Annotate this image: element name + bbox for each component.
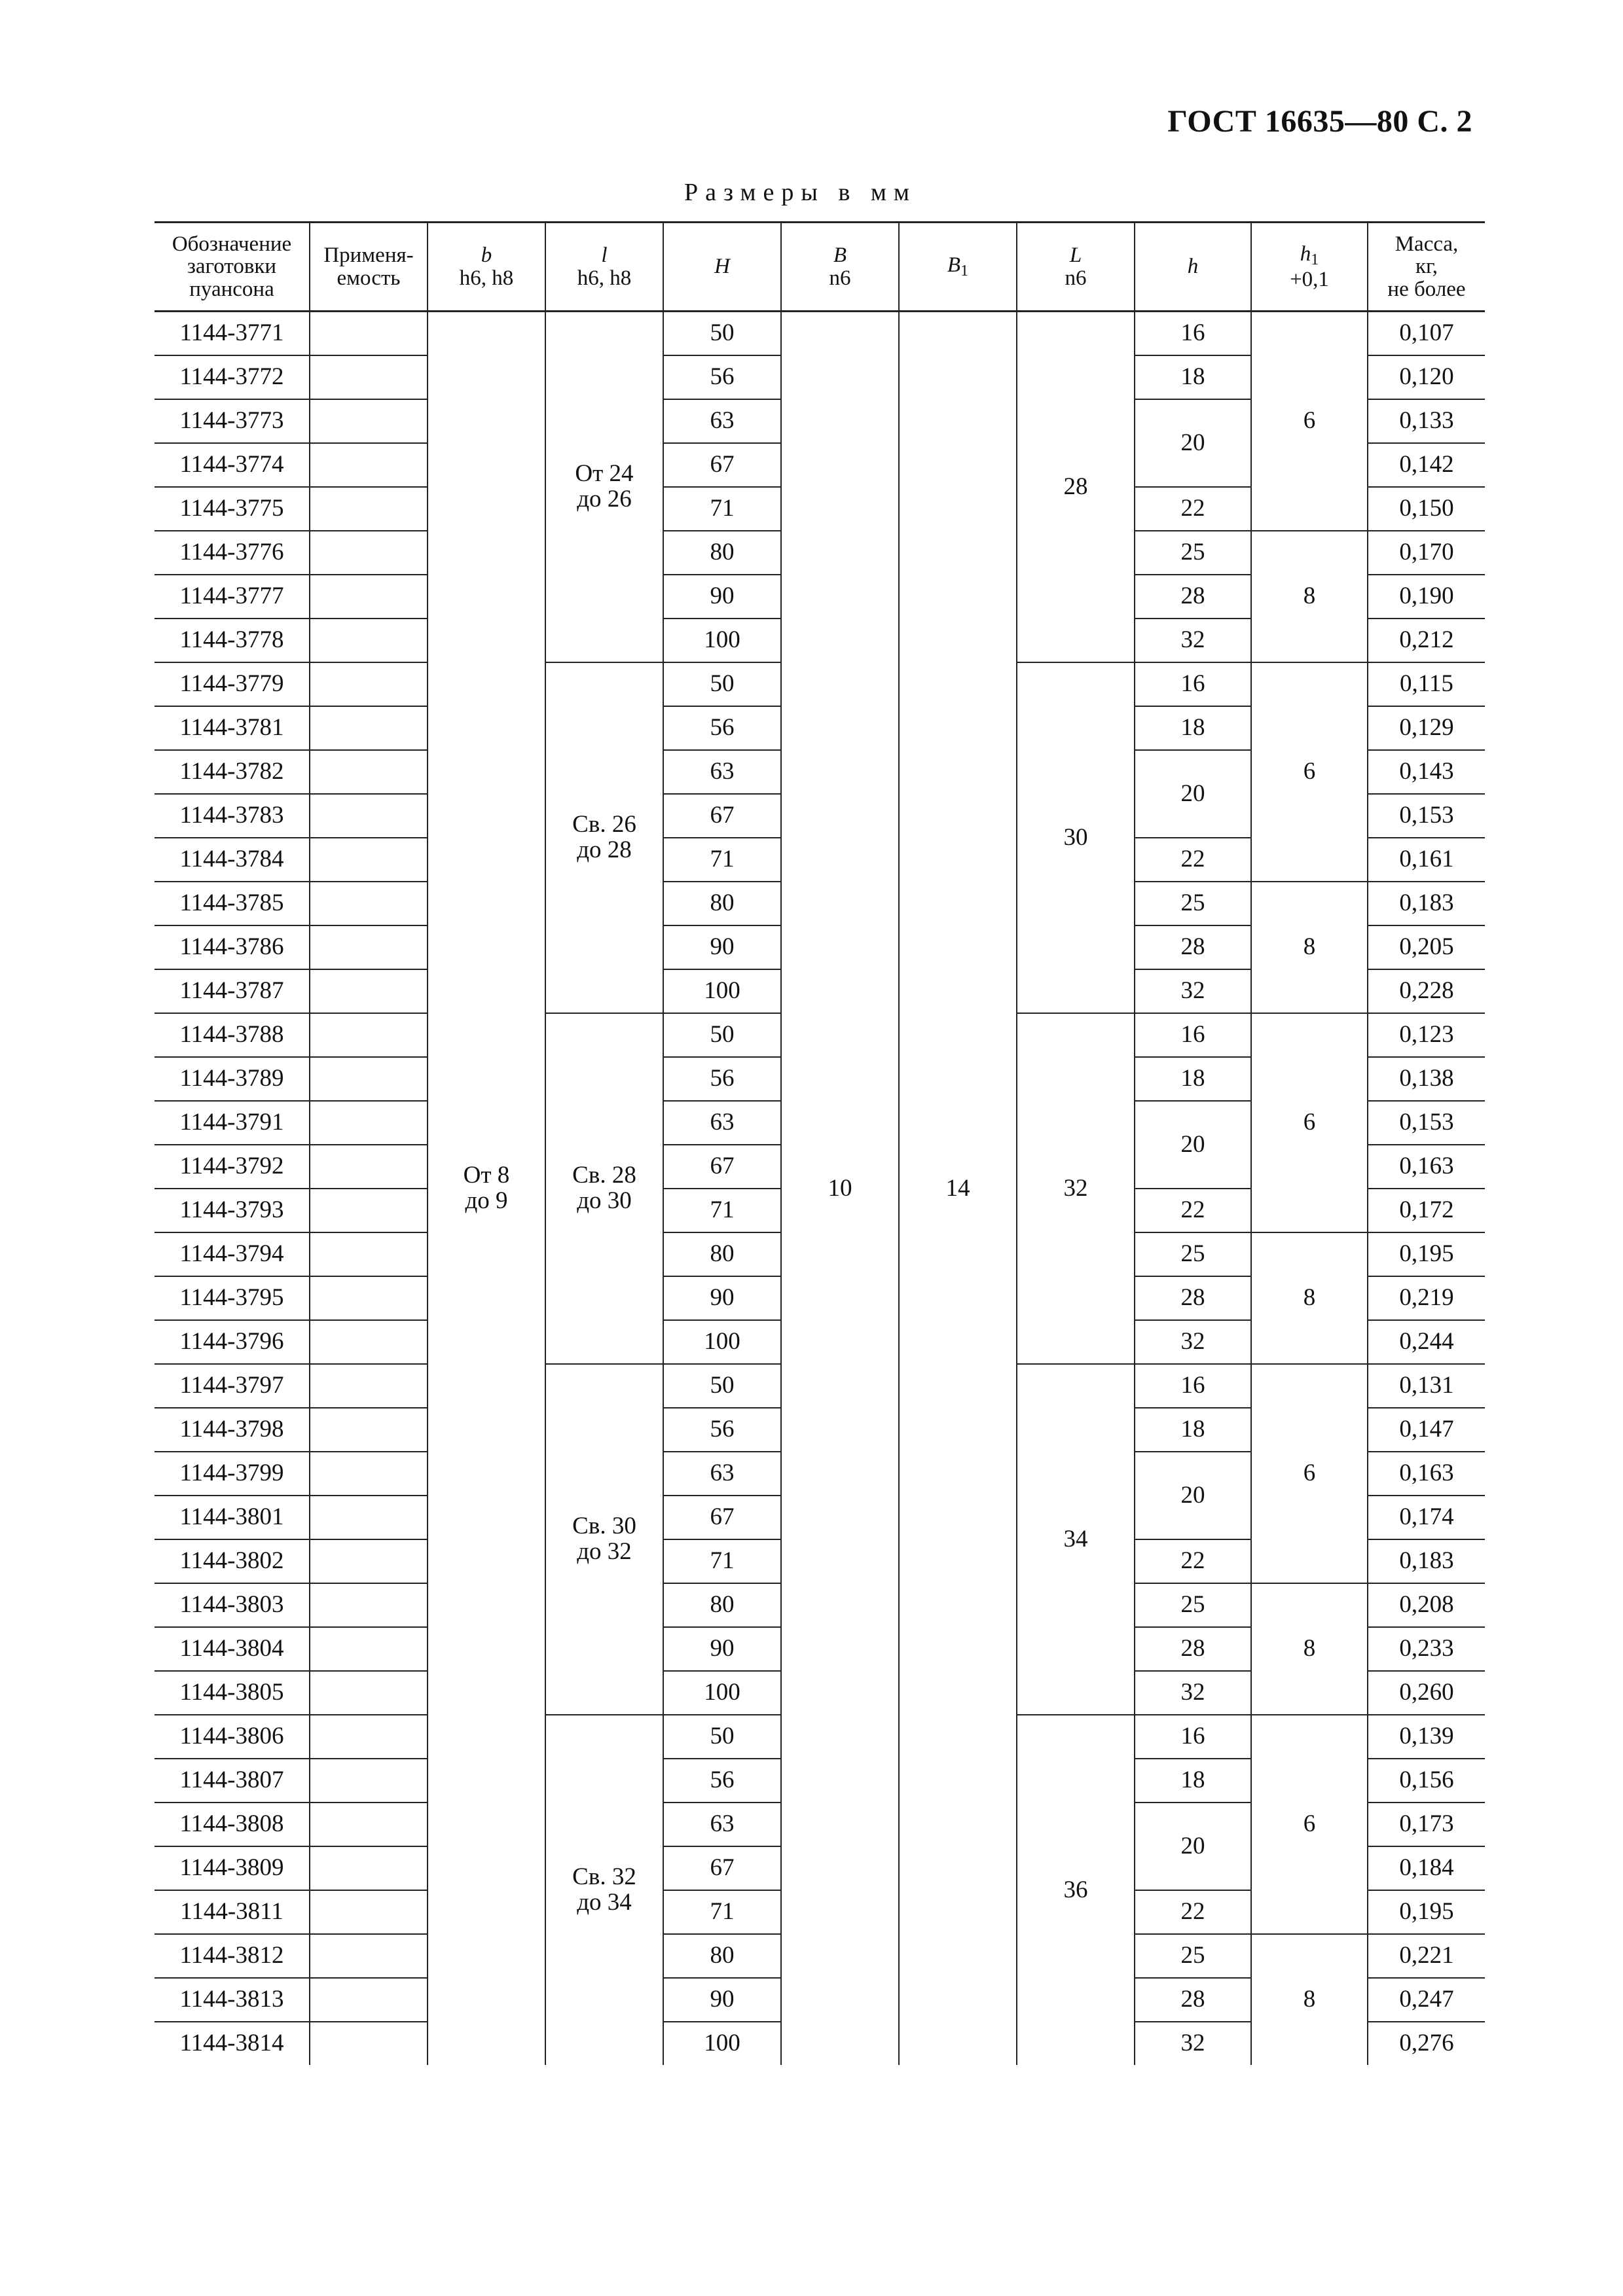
cell-code: 1144-3773 [155, 399, 310, 443]
header-h1: $h_1$ +0,1 [1251, 223, 1368, 312]
cell-h1: 8 [1251, 1232, 1368, 1364]
header-mass: Масса, кг, не более [1368, 223, 1485, 312]
cell-h: 22 [1135, 487, 1251, 531]
cell-code: 1144-3812 [155, 1934, 310, 1978]
cell-mass: 0,123 [1368, 1013, 1485, 1057]
cell-mass: 0,120 [1368, 355, 1485, 399]
cell-h: 16 [1135, 312, 1251, 356]
cell-H: 71 [663, 1189, 781, 1232]
cell-code: 1144-3787 [155, 969, 310, 1013]
cell-h1: 8 [1251, 882, 1368, 1013]
cell-b: От 8 до 9 [428, 312, 545, 2066]
cell-h: 28 [1135, 575, 1251, 619]
cell-code: 1144-3782 [155, 750, 310, 794]
cell-mass: 0,190 [1368, 575, 1485, 619]
cell-mass: 0,183 [1368, 1539, 1485, 1583]
cell-l: Св. 30 до 32 [545, 1364, 663, 1715]
cell-code: 1144-3813 [155, 1978, 310, 2022]
cell-code: 1144-3778 [155, 619, 310, 662]
cell-H: 67 [663, 1496, 781, 1539]
cell-applicability [310, 882, 428, 925]
cell-mass: 0,208 [1368, 1583, 1485, 1627]
cell-h: 16 [1135, 1013, 1251, 1057]
cell-H: 50 [663, 662, 781, 706]
cell-H: 71 [663, 838, 781, 882]
cell-code: 1144-3771 [155, 312, 310, 356]
cell-mass: 0,161 [1368, 838, 1485, 882]
header-designation: Обозначение заготовки пуансона [155, 223, 310, 312]
cell-code: 1144-3785 [155, 882, 310, 925]
cell-mass: 0,172 [1368, 1189, 1485, 1232]
cell-mass: 0,247 [1368, 1978, 1485, 2022]
cell-applicability [310, 575, 428, 619]
cell-code: 1144-3799 [155, 1452, 310, 1496]
cell-H: 56 [663, 355, 781, 399]
cell-mass: 0,195 [1368, 1890, 1485, 1934]
cell-applicability [310, 1408, 428, 1452]
cell-L: 30 [1017, 662, 1135, 1013]
cell-h: 20 [1135, 1101, 1251, 1189]
cell-h: 28 [1135, 1276, 1251, 1320]
cell-applicability [310, 1583, 428, 1627]
cell-applicability [310, 487, 428, 531]
cell-H: 67 [663, 443, 781, 487]
cell-h: 18 [1135, 1057, 1251, 1101]
header-H: H [663, 223, 781, 312]
cell-H: 67 [663, 1145, 781, 1189]
cell-h: 22 [1135, 838, 1251, 882]
cell-l: Св. 32 до 34 [545, 1715, 663, 2065]
cell-mass: 0,153 [1368, 1101, 1485, 1145]
cell-H: 63 [663, 1452, 781, 1496]
cell-h: 20 [1135, 1803, 1251, 1890]
cell-applicability [310, 1496, 428, 1539]
cell-mass: 0,156 [1368, 1759, 1485, 1803]
cell-mass: 0,133 [1368, 399, 1485, 443]
cell-h: 16 [1135, 1715, 1251, 1759]
cell-applicability [310, 1715, 428, 1759]
cell-h: 32 [1135, 2022, 1251, 2065]
cell-H: 50 [663, 1715, 781, 1759]
cell-code: 1144-3777 [155, 575, 310, 619]
cell-B1: 14 [899, 312, 1017, 2066]
cell-applicability [310, 1846, 428, 1890]
header-L: L n6 [1017, 223, 1135, 312]
cell-mass: 0,221 [1368, 1934, 1485, 1978]
cell-applicability [310, 355, 428, 399]
cell-H: 80 [663, 531, 781, 575]
cell-applicability [310, 1934, 428, 1978]
cell-mass: 0,173 [1368, 1803, 1485, 1846]
cell-H: 90 [663, 1978, 781, 2022]
cell-applicability [310, 838, 428, 882]
cell-H: 56 [663, 1057, 781, 1101]
cell-mass: 0,260 [1368, 1671, 1485, 1715]
cell-h1: 6 [1251, 1364, 1368, 1583]
cell-h: 32 [1135, 1320, 1251, 1364]
cell-h: 20 [1135, 399, 1251, 487]
cell-mass: 0,170 [1368, 531, 1485, 575]
cell-H: 90 [663, 1627, 781, 1671]
cell-mass: 0,163 [1368, 1452, 1485, 1496]
cell-L: 36 [1017, 1715, 1135, 2065]
cell-l: Св. 28 до 30 [545, 1013, 663, 1364]
cell-mass: 0,143 [1368, 750, 1485, 794]
cell-code: 1144-3801 [155, 1496, 310, 1539]
table-body [155, 312, 1485, 2066]
cell-code: 1144-3786 [155, 925, 310, 969]
cell-code: 1144-3793 [155, 1189, 310, 1232]
cell-code: 1144-3792 [155, 1145, 310, 1189]
cell-h: 20 [1135, 750, 1251, 838]
cell-h: 28 [1135, 925, 1251, 969]
cell-mass: 0,142 [1368, 443, 1485, 487]
cell-code: 1144-3809 [155, 1846, 310, 1890]
cell-H: 80 [663, 1583, 781, 1627]
cell-code: 1144-3781 [155, 706, 310, 750]
cell-code: 1144-3811 [155, 1890, 310, 1934]
dimensions-table [155, 221, 1485, 2065]
cell-H: 100 [663, 969, 781, 1013]
cell-applicability [310, 1145, 428, 1189]
cell-mass: 0,276 [1368, 2022, 1485, 2065]
cell-applicability [310, 312, 428, 356]
cell-H: 56 [663, 1759, 781, 1803]
cell-applicability [310, 399, 428, 443]
cell-applicability [310, 1759, 428, 1803]
cell-applicability [310, 1189, 428, 1232]
cell-code: 1144-3794 [155, 1232, 310, 1276]
cell-code: 1144-3807 [155, 1759, 310, 1803]
cell-mass: 0,195 [1368, 1232, 1485, 1276]
cell-mass: 0,129 [1368, 706, 1485, 750]
cell-L: 32 [1017, 1013, 1135, 1364]
cell-h: 20 [1135, 1452, 1251, 1539]
cell-h1: 6 [1251, 662, 1368, 882]
cell-applicability [310, 1627, 428, 1671]
cell-code: 1144-3776 [155, 531, 310, 575]
cell-code: 1144-3795 [155, 1276, 310, 1320]
cell-H: 63 [663, 1803, 781, 1846]
cell-mass: 0,138 [1368, 1057, 1485, 1101]
cell-H: 100 [663, 2022, 781, 2065]
cell-h: 22 [1135, 1890, 1251, 1934]
cell-applicability [310, 1890, 428, 1934]
cell-H: 90 [663, 1276, 781, 1320]
cell-applicability [310, 1320, 428, 1364]
cell-code: 1144-3774 [155, 443, 310, 487]
cell-h: 25 [1135, 1232, 1251, 1276]
header-applicability: Применя- емость [310, 223, 428, 312]
table-caption: Размеры в мм [684, 179, 917, 206]
cell-h: 32 [1135, 969, 1251, 1013]
cell-h: 25 [1135, 1934, 1251, 1978]
cell-code: 1144-3772 [155, 355, 310, 399]
cell-code: 1144-3796 [155, 1320, 310, 1364]
cell-mass: 0,107 [1368, 312, 1485, 356]
cell-H: 71 [663, 1890, 781, 1934]
cell-applicability [310, 1101, 428, 1145]
cell-h: 28 [1135, 1627, 1251, 1671]
cell-mass: 0,174 [1368, 1496, 1485, 1539]
cell-applicability [310, 1364, 428, 1408]
cell-H: 50 [663, 1013, 781, 1057]
cell-applicability [310, 750, 428, 794]
cell-code: 1144-3797 [155, 1364, 310, 1408]
cell-H: 67 [663, 1846, 781, 1890]
cell-mass: 0,212 [1368, 619, 1485, 662]
cell-code: 1144-3789 [155, 1057, 310, 1101]
table-header [155, 223, 1485, 312]
cell-h: 18 [1135, 355, 1251, 399]
cell-h: 16 [1135, 662, 1251, 706]
cell-applicability [310, 531, 428, 575]
cell-mass: 0,163 [1368, 1145, 1485, 1189]
cell-mass: 0,228 [1368, 969, 1485, 1013]
cell-H: 80 [663, 1232, 781, 1276]
cell-H: 90 [663, 575, 781, 619]
cell-H: 100 [663, 1320, 781, 1364]
cell-h1: 8 [1251, 1583, 1368, 1715]
cell-l: Св. 26 до 28 [545, 662, 663, 1013]
cell-code: 1144-3814 [155, 2022, 310, 2065]
cell-h: 22 [1135, 1189, 1251, 1232]
cell-applicability [310, 2022, 428, 2065]
cell-code: 1144-3783 [155, 794, 310, 838]
cell-mass: 0,184 [1368, 1846, 1485, 1890]
cell-mass: 0,244 [1368, 1320, 1485, 1364]
cell-h: 18 [1135, 1759, 1251, 1803]
cell-applicability [310, 1232, 428, 1276]
cell-applicability [310, 1013, 428, 1057]
cell-applicability [310, 969, 428, 1013]
cell-applicability [310, 662, 428, 706]
cell-mass: 0,153 [1368, 794, 1485, 838]
cell-mass: 0,183 [1368, 882, 1485, 925]
header-h: h [1135, 223, 1251, 312]
cell-applicability [310, 1671, 428, 1715]
cell-H: 63 [663, 399, 781, 443]
cell-applicability [310, 1978, 428, 2022]
cell-h: 25 [1135, 882, 1251, 925]
cell-H: 100 [663, 1671, 781, 1715]
cell-H: 56 [663, 1408, 781, 1452]
cell-applicability [310, 706, 428, 750]
document-header: ГОСТ 16635—80 С. 2 [1167, 104, 1472, 139]
cell-applicability [310, 794, 428, 838]
cell-h1: 6 [1251, 1013, 1368, 1232]
cell-applicability [310, 1803, 428, 1846]
cell-code: 1144-3802 [155, 1539, 310, 1583]
cell-mass: 0,205 [1368, 925, 1485, 969]
cell-H: 100 [663, 619, 781, 662]
cell-H: 56 [663, 706, 781, 750]
cell-h: 25 [1135, 1583, 1251, 1627]
cell-h: 32 [1135, 1671, 1251, 1715]
cell-H: 63 [663, 750, 781, 794]
cell-H: 67 [663, 794, 781, 838]
cell-h1: 6 [1251, 1715, 1368, 1934]
cell-H: 80 [663, 882, 781, 925]
cell-h: 18 [1135, 1408, 1251, 1452]
cell-H: 90 [663, 925, 781, 969]
cell-code: 1144-3775 [155, 487, 310, 531]
cell-code: 1144-3784 [155, 838, 310, 882]
cell-applicability [310, 1276, 428, 1320]
cell-mass: 0,139 [1368, 1715, 1485, 1759]
cell-H: 50 [663, 312, 781, 356]
cell-H: 63 [663, 1101, 781, 1145]
cell-code: 1144-3798 [155, 1408, 310, 1452]
cell-code: 1144-3803 [155, 1583, 310, 1627]
cell-code: 1144-3806 [155, 1715, 310, 1759]
cell-applicability [310, 1539, 428, 1583]
cell-code: 1144-3804 [155, 1627, 310, 1671]
cell-mass: 0,233 [1368, 1627, 1485, 1671]
cell-code: 1144-3791 [155, 1101, 310, 1145]
header-l: l h6, h8 [545, 223, 663, 312]
cell-mass: 0,115 [1368, 662, 1485, 706]
cell-h: 22 [1135, 1539, 1251, 1583]
cell-applicability [310, 619, 428, 662]
table-row [155, 312, 1485, 356]
cell-h1: 6 [1251, 312, 1368, 531]
header-B1: $B_1$ [899, 223, 1017, 312]
cell-h: 25 [1135, 531, 1251, 575]
header-B: B n6 [781, 223, 899, 312]
cell-h: 28 [1135, 1978, 1251, 2022]
header-b: b h6, h8 [428, 223, 545, 312]
cell-L: 34 [1017, 1364, 1135, 1715]
cell-code: 1144-3805 [155, 1671, 310, 1715]
cell-h: 32 [1135, 619, 1251, 662]
cell-code: 1144-3808 [155, 1803, 310, 1846]
cell-h: 16 [1135, 1364, 1251, 1408]
cell-code: 1144-3779 [155, 662, 310, 706]
cell-l: От 24 до 26 [545, 312, 663, 663]
cell-H: 71 [663, 487, 781, 531]
cell-applicability [310, 443, 428, 487]
cell-H: 50 [663, 1364, 781, 1408]
cell-H: 71 [663, 1539, 781, 1583]
cell-applicability [310, 1057, 428, 1101]
cell-h1: 8 [1251, 531, 1368, 662]
cell-L: 28 [1017, 312, 1135, 663]
cell-mass: 0,219 [1368, 1276, 1485, 1320]
cell-applicability [310, 1452, 428, 1496]
cell-mass: 0,131 [1368, 1364, 1485, 1408]
cell-h1: 8 [1251, 1934, 1368, 2065]
cell-applicability [310, 925, 428, 969]
cell-mass: 0,150 [1368, 487, 1485, 531]
cell-B: 10 [781, 312, 899, 2066]
cell-h: 18 [1135, 706, 1251, 750]
cell-H: 80 [663, 1934, 781, 1978]
cell-code: 1144-3788 [155, 1013, 310, 1057]
cell-mass: 0,147 [1368, 1408, 1485, 1452]
